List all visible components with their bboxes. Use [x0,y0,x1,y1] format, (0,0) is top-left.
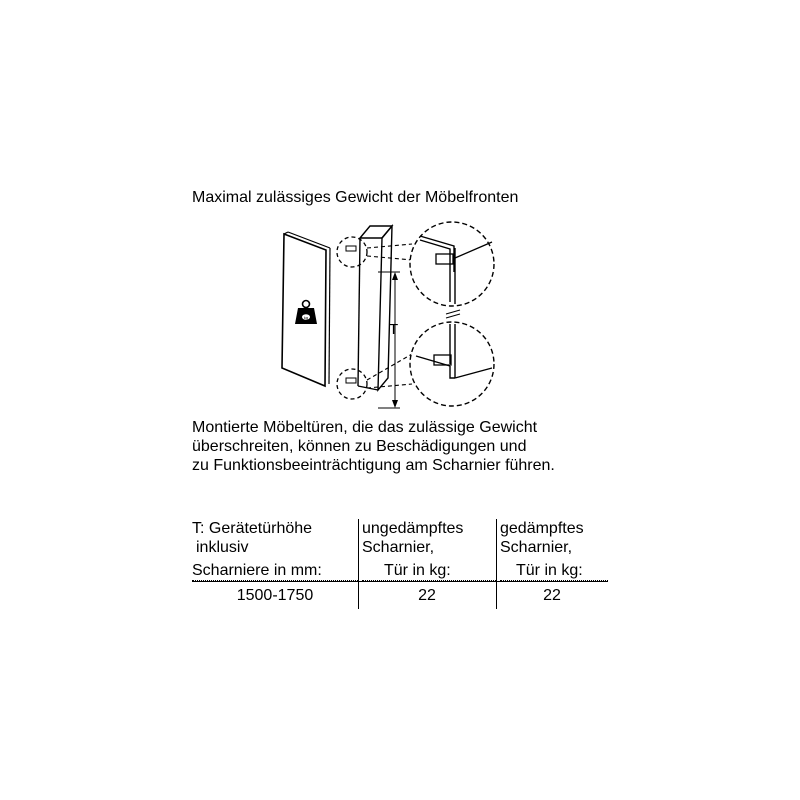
lower-hinge-detail [410,322,494,406]
warning-line: Montierte Möbeltüren, die das zulässige Gewicht [192,419,538,436]
table-cell-damped-weight: 22 [543,587,561,604]
header-damped-line2: Scharnier, [500,539,573,556]
dimension-label: T [389,321,399,338]
header-height-line1: T: Gerätetürhöhe [192,520,313,537]
diagram-title: Maximal zulässiges Gewicht der Möbelfronten [192,189,519,206]
upper-hinge-marker [337,237,367,267]
installation-figure [270,218,500,418]
warning-line: überschreiten, können zu Beschädigungen und [192,438,527,455]
header-undamped-line2: Scharnier, [362,539,435,556]
table-cell-height-range: 1500-1750 [236,587,314,604]
appliance-front-edge [358,238,360,386]
upper-hinge-detail [410,222,494,306]
header-undamped-line3: Tür in kg: [384,562,451,579]
weight-label: kg [303,315,309,320]
warning-text [192,418,555,475]
header-damped-line3: Tür in kg: [516,562,583,579]
table-row-divider [192,581,608,582]
header-damped-line1: gedämpftes [500,520,584,537]
appliance-side [378,226,392,390]
weight-spec-table [192,519,612,609]
header-height-line2: inklusiv [196,539,249,556]
warning-line: zu Funktionsbeeinträchtigung am Scharnier führen. [192,457,555,474]
header-height-line3: Scharniere in mm: [192,562,322,579]
lower-hinge-marker [337,369,367,399]
header-undamped-line1: ungedämpftes [362,520,464,537]
table-cell-undamped-weight: 22 [418,587,436,604]
fridge-door-illustration [270,218,500,418]
